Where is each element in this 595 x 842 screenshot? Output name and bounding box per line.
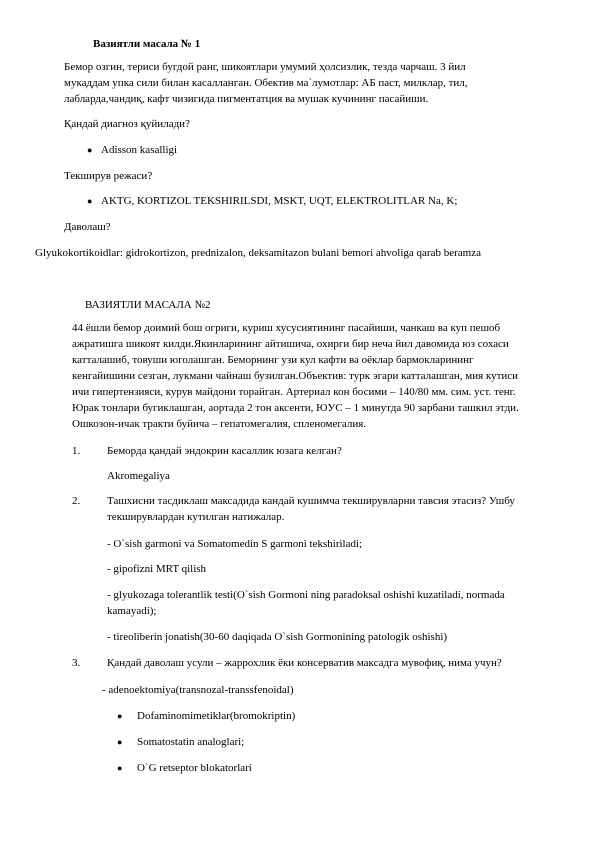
case2-text-line: ажратишга шикоят килди.Якинларининг айтишича, охирги бир неча йил давомида юз сохаси <box>72 338 509 350</box>
case2-a2-item: kamayadi); <box>107 605 157 617</box>
case1-answer-diagnosis: Adisson kasalligi <box>101 144 178 156</box>
case2-text-line: Ошкозон-ичак тракти буйича – гепатомегалия, спленомегалия. <box>72 418 367 430</box>
case1-title: Вазиятли масала № 1 <box>93 38 201 50</box>
case2-a2-item: - glyukozaga tolerantlik testi(O`sish Gormoni ning paradoksal oshishi kuzatiladi, normada <box>107 589 505 601</box>
case1-answer-exam: AKTG, KORTIZOL TEKSHIRILSDI, MSKT, UQT, ELEKTROLITLAR Na, K; <box>101 195 458 207</box>
case1-question-treatment: Даволаш? <box>64 221 111 233</box>
case2-q1: Беморда қандай эндокрин касаллик юзага келган? <box>107 445 342 457</box>
case2-text-line: катталашиб, товуши юголашган. Беморнинг узи кул кафти ва оёклар бармокларининг <box>72 354 474 366</box>
case2-q1-number: 1. <box>72 445 81 457</box>
case2-title: ВАЗИЯТЛИ МАСАЛА №2 <box>85 299 211 311</box>
case1-answer-treatment: Glyukokortikoidlar: gidrokortizon, prednizalon, deksamitazon bulani bemori ahvoliga qarab beramza <box>35 247 481 259</box>
case2-q2-line: Ташхисни тасдиклаш максадида кандай кушимча текширувларни тавсия этасиз? Ушбу <box>107 495 515 507</box>
case2-a2-item: - gipofizni MRT qilish <box>107 563 207 575</box>
case1-text-line: мукаддам упка сили билан касалланган. Обектив ма`лумотлар: АБ паст, милклар, тил, <box>64 77 468 89</box>
case2-q2-line: текширувлардан кутилган натижалар. <box>107 511 285 523</box>
case2-a3-surgery: - adenoektomiya(transnozal-transsfenoidal) <box>102 684 294 696</box>
case2-text-line: кенгайишини сезган, лукмани чайнаш бузилган.Объектив: турк эгари катталашган, мия кутиси <box>72 370 519 382</box>
case2-a3-item: Somatostatin analoglari; <box>137 736 245 748</box>
case2-q2-number: 2. <box>72 495 81 507</box>
case2-a2-item: - tireoliberin jonatish(30-60 daqiqada O`sish Gormonining patologik oshishi) <box>107 631 448 643</box>
bullet-icon: ● <box>87 145 93 155</box>
case2-text-line: ичи гипертензияси, курув майдони торайган. Артериал кон босими – 140/80 мм. сим. уст. тенг. <box>72 386 516 398</box>
case1-question-diagnosis: Қандай диагноз қуйилади? <box>64 118 190 130</box>
case2-a2-item: - O`sish garmoni va Somatomedin S garmoni tekshiriladi; <box>107 538 363 550</box>
case2-a1: Akromegaliya <box>107 470 170 482</box>
case2-text-line: 44 ёшли бемор доимий бош огриги, куриш хусусиятининг пасайиши, чанкаш ва куп пешоб <box>72 322 501 334</box>
case2-a3-item: Dofaminomimetiklar(bromokriptin) <box>137 710 296 722</box>
bullet-icon: ● <box>117 737 123 747</box>
case1-question-exam: Текширув режаси? <box>64 170 153 182</box>
bullet-icon: ● <box>87 196 93 206</box>
case2-text-line: Юрак тонлари бугиклашган, аортада 2 тон аксенти, ЮУС – 1 минутда 90 зарбани ташкил этди. <box>72 402 519 414</box>
case1-text-line: Бемор озгин, териси бугдой ранг, шикоятлари умумий ҳолсизлик, тезда чарчаш. 3 йил <box>64 61 466 73</box>
case1-text-line: лабларда,чандиқ, кафт чизигида пигментатция ва мушак кучининг пасайиши. <box>64 93 429 105</box>
bullet-icon: ● <box>117 763 123 773</box>
case2-a3-item: O`G retseptor blokatorlari <box>137 762 252 774</box>
case2-q3: Қандай даволаш усули – жаррохлик ёки консерватив максадга мувофиқ, нима учун? <box>107 657 502 669</box>
bullet-icon: ● <box>117 711 123 721</box>
case2-q3-number: 3. <box>72 657 81 669</box>
